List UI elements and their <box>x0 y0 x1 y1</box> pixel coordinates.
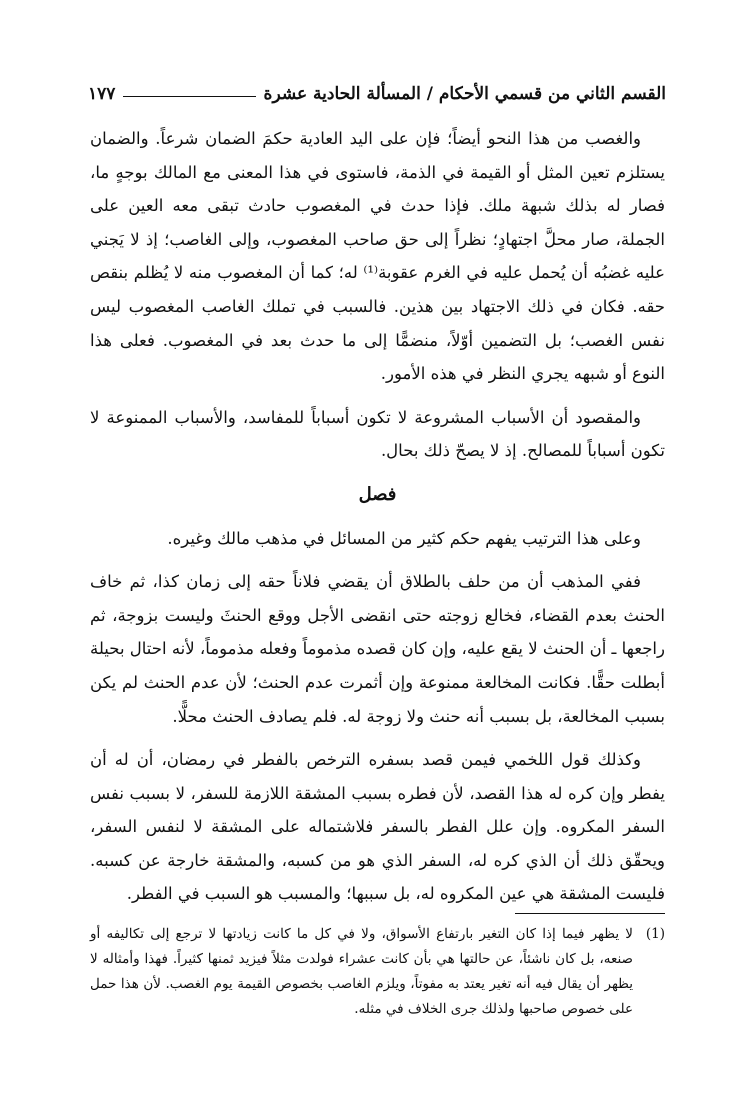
header-rule <box>123 96 255 97</box>
footnote-text: لا يظهر فيما إذا كان التغير بارتفاع الأسواق، ولا في كل ما كانت زيادتها لا ترجع إلى تكاليفه أو صنعه، بل كان ناشئاً، عن حالتها هي بأن كانت عشراء فولدت مثلاً فيزيد ثمنها كثيراً. فهذا وأمثاله لا يظهر أن يقال فيه أنه تغير يعتد به مفوتاً، ويلزم الغاصب بخصوص القيمة يوم الغصب. لأن هذا حمل على خصوص صاحبها ولذلك جرى الخلاف في مثله. <box>90 926 633 1017</box>
paragraph: وكذلك قول اللخمي فيمن قصد بسفره الترخص بالفطر في رمضان، أن له أن يفطر وإن كره له هذا القصد، لأن فطره بسبب المشقة اللازمة للسفر، لا بسبب نفس السفر المكروه. وإن علل الفطر بالسفر فلاشتماله على المشقة لا لنفس السفر، ويحقّق ذلك أن الذي كره له، السفر الذي هو من كسبه، والمشقة خارجة عن كسبه. فليست المشقة هي عين المكروه له، بل سببها؛ والمسبب هو السبب في الفطر. <box>90 750 666 904</box>
paragraph: ففي المذهب أن من حلف بالطلاق أن يقضي فلاناً حقه إلى زمان كذا، ثم خاف الحنث بعدم القضاء، فخالع زوجته حتى انقضى الأجل ووقع الحنثَ وليست بزوجة، ثم راجعها ـ أن الحنث لا يقع عليه، وإن كان قصده مذموماً وفعله مذموماً، لأنه احتال بحيلة أبطلت حقًّا. فكانت المخالعة ممنوعة وإن أثمرت عدم الحنث؛ لأن عدم الحنث لم يكن بسبب المخالعة، بل بسبب أنه حنث ولا زوجة له. فلم يصادف الحنث محلًّا. <box>90 572 665 726</box>
paragraph: والغصب من هذا النحو أيضاً؛ فإن على اليد العادية حكمَ الضمان شرعاً. والضمان يستلزم تعين المثل أو القيمة في الذمة، فاستوى في هذا المعنى مع المالك بوجهٍ ما، فصار له بذلك شبهة ملك. فإذا حدث في المغصوب حادث تبقى معه العين على الجملة، صار محلَّ اجتهادٍ؛ نظراً إلى حق صاحب المغصوب، وإلى الغاصب؛ إذ لا يَجني عليه غضبُه أن يُحمل عليه في الغرم عقوبة⁽¹⁾ له؛ كما أن المغصوب منه لا يُظلم بنقص حقه. فكان في ذلك الاجتهاد بين هذين. فالسبب في تملك الغاصب المغصوب ليس نفس الغصب؛ بل التضمين أوّلاً، منضمًّا إلى ما حدث بعد في المغصوب. فعلى هذا النوع أو شبهه يجري النظر في هذه الأمور. <box>90 129 665 384</box>
paragraph: وعلى هذا الترتيب يفهم حكم كثير من المسائل في مذهب مالك وغيره. <box>167 528 641 548</box>
main-text <box>90 122 665 921</box>
page-number: ١٧٧ <box>88 84 116 104</box>
footnote-marker: (1) <box>645 926 665 942</box>
section-heading: فصل <box>358 483 397 505</box>
footnote <box>90 922 665 1022</box>
header-title: القسم الثاني من قسمي الأحكام / المسألة الحادية عشرة <box>263 84 666 104</box>
footnote-separator <box>515 913 665 914</box>
paragraph: والمقصود أن الأسباب المشروعة لا تكون أسباباً للمفاسد، والأسباب الممنوعة لا تكون أسباباً للمصالح. إذ لا يصحّ ذلك بحال. <box>90 407 665 461</box>
running-header <box>88 76 666 104</box>
